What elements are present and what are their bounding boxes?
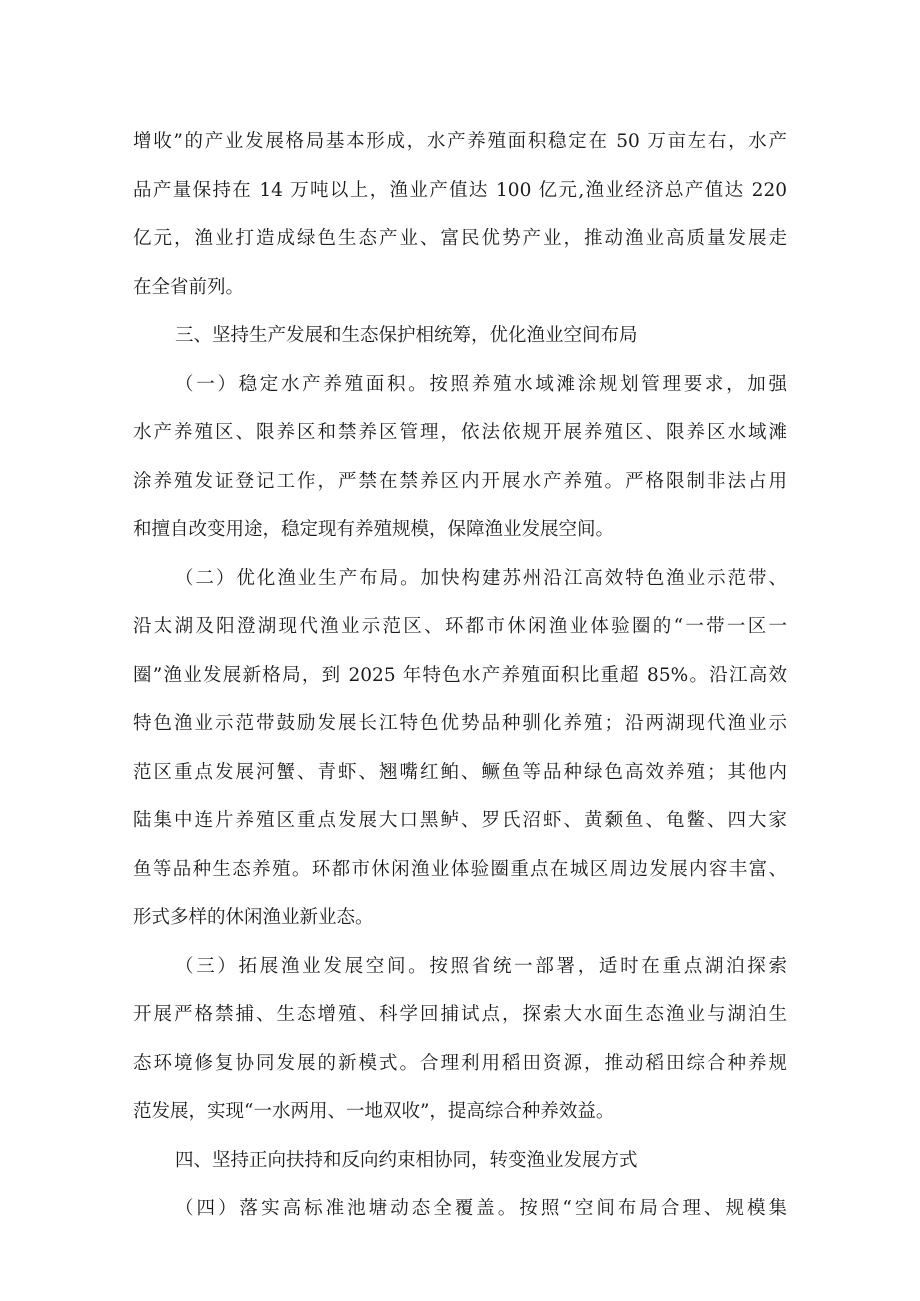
text-line: 陆集中连片养殖区重点发展大口黑鲈、罗氏沼虾、黄颡鱼、龟鳖、四大家 <box>133 810 787 831</box>
text-line: 范发展，实现“一水两用、一地双收”，提高综合种养效益。 <box>133 1101 615 1122</box>
text-line: 特色渔业示范带鼓励发展长江特色优势品种驯化养殖；沿两湖现代渔业示 <box>133 713 787 734</box>
text-line: （三）拓展渔业发展空间。按照省统一部署，适时在重点湖泊探索 <box>175 956 787 977</box>
text-line: 水产养殖区、限养区和禁养区管理，依法依规开展养殖区、限养区水域滩 <box>133 422 787 443</box>
text-line: 品产量保持在 14 万吨以上，渔业产值达 100 亿元,渔业经济总产值达 220 <box>133 180 787 201</box>
text-line: 亿元，渔业打造成绿色生态产业、富民优势产业，推动渔业高质量发展走 <box>133 228 787 249</box>
text-line: 涂养殖发证登记工作，严禁在禁养区内开展水产养殖。严格限制非法占用 <box>133 471 787 492</box>
text-line: （二）优化渔业生产布局。加快构建苏州沿江高效特色渔业示范带、 <box>175 568 787 589</box>
text-line: 增收”的产业发展格局基本形成，水产养殖面积稳定在 50 万亩左右，水产 <box>133 131 787 152</box>
text-line: 和擅自改变用途，稳定现有养殖规模，保障渔业发展空间。 <box>133 519 615 540</box>
text-line: 圈”渔业发展新格局，到 2025 年特色水产养殖面积比重超 85%。沿江高效 <box>133 665 787 686</box>
text-line: 鱼等品种生态养殖。环都市休闲渔业体验圈重点在城区周边发展内容丰富、 <box>133 859 787 880</box>
text-line: 范区重点发展河蟹、青虾、翘嘴红鲌、鳜鱼等品种绿色高效养殖；其他内 <box>133 762 787 783</box>
text-line: 沿太湖及阳澄湖现代渔业示范区、环都市休闲渔业体验圈的“一带一区一 <box>133 616 787 637</box>
text-line: （一）稳定水产养殖面积。按照养殖水域滩涂规划管理要求，加强 <box>175 374 787 395</box>
text-line: 在全省前列。 <box>133 277 245 298</box>
text-line: 开展严格禁捕、生态增殖、科学回捕试点，探索大水面生态渔业与湖泊生 <box>133 1004 787 1025</box>
text-line: （四）落实高标准池塘动态全覆盖。按照“空间布局合理、规模集 <box>175 1198 787 1219</box>
section-heading: 三、坚持生产发展和生态保护相统筹，优化渔业空间布局 <box>175 325 638 346</box>
text-line: 态环境修复协同发展的新模式。合理利用稻田资源，推动稻田综合种养规 <box>133 1053 787 1074</box>
section-heading: 四、坚持正向扶持和反向约束相协同，转变渔业发展方式 <box>175 1150 638 1171</box>
text-line: 形式多样的休闲渔业新业态。 <box>133 907 374 928</box>
